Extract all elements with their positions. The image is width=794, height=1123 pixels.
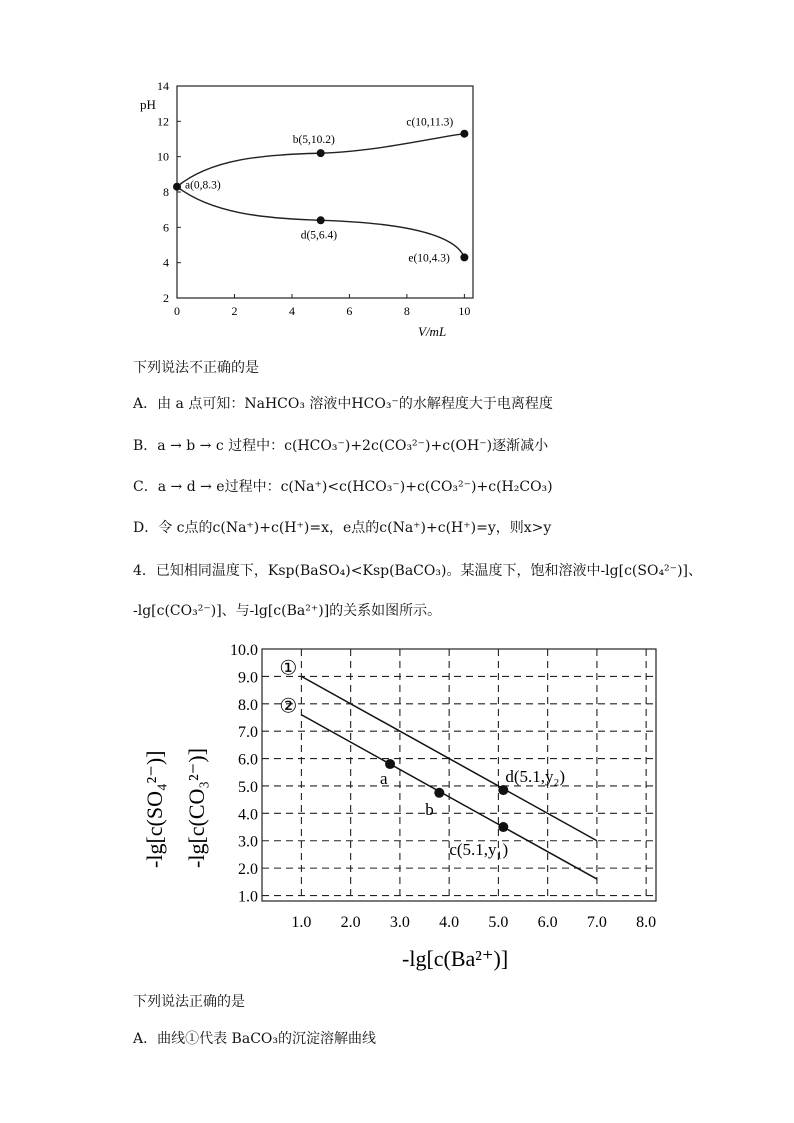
point-label-a: a(0,8.3) [185,179,221,192]
point-b [317,149,325,157]
x-tick-label: 2.0 [340,914,361,931]
q3-option-b: B．a → b → c 过程中：c(HCO₃⁻)+2c(CO₃²⁻)+c(OH⁻)逐渐减小 [133,438,549,454]
y-tick-label: 1.0 [238,888,258,906]
x-tick-label: 2 [231,304,238,318]
point-label-b: b(5,10.2) [292,134,335,147]
y-tick-label: 6 [163,220,169,235]
y-tick-label: 7.0 [238,724,258,742]
point-c [498,822,508,832]
y-tick-label: 12 [157,114,169,129]
point-a [173,183,181,191]
point-c [460,130,468,138]
x-tick-label: 8.0 [636,914,657,931]
ksp-figure [130,640,670,980]
point-label-b: b [425,799,434,819]
y-tick-label: 2.0 [238,861,258,879]
y-tick-label: 6.0 [238,751,258,769]
point-label-a: a [380,769,388,789]
y-axis-label: pH [140,97,156,112]
point-e [460,253,468,261]
x-tick-label: 1.0 [291,914,312,931]
x-axis-label: V/mL [418,324,447,339]
y-tick-label: 14 [157,79,169,93]
point-a [385,759,395,769]
q3-stem: 下列说法不正确的是 [133,360,259,376]
point-label-e: e(10,4.3) [408,252,450,265]
y-tick-label: 4.0 [238,806,258,824]
x-tick-label: 4.0 [439,914,460,931]
curve-label-2: ② [279,695,298,718]
curve-label-1: ① [279,657,298,680]
point-d [317,216,325,224]
q3-option-c: C．a → d → e过程中：c(Na⁺)<c(HCO₃⁻)+c(CO₃²⁻)+c(H₂CO₃) [133,479,553,495]
q4-stem-line2: -lg[c(CO₃²⁻)]、与-lg[c(Ba²⁺)]的关系如图所示。 [133,603,442,619]
x-tick-label: 6 [346,304,353,318]
x-tick-label: 5.0 [488,914,509,931]
point-label-d: d(5,6.4) [300,229,338,242]
y-label-co3: -lg[c(CO₃²⁻)] [184,748,209,868]
point-label-d: d(5.1,y₂) [505,767,566,787]
x-tick-label: 8 [403,304,410,318]
point-d [498,785,508,795]
y-tick-label: 4 [163,255,169,270]
x-tick-label: 3.0 [389,914,410,931]
point-label-c: c(5.1,y₁) [449,840,509,860]
q3-option-d: D．令 c点的c(Na⁺)+c(H⁺)=x，e点的c(Na⁺)+c(H⁺)=y，则x>y [133,520,552,536]
y-tick-label: 8.0 [238,696,258,714]
y-tick-label: 5.0 [238,778,258,796]
x-tick-label: 6.0 [537,914,558,931]
q4-stem-line1: 4．已知相同温度下，Ksp(BaSO₄)<Ksp(BaCO₃)。某温度下，饱和溶液中-lg[c(SO₄²⁻)]、 [133,563,702,579]
y-tick-label: 8 [163,185,169,199]
point-label-c: c(10,11.3) [406,116,454,129]
y-tick-label: 10 [157,149,169,164]
y-tick-label: 2 [163,291,169,305]
ph-volume-figure [130,78,500,348]
q4-option-a: A．曲线①代表 BaCO₃的沉淀溶解曲线 [133,1031,376,1047]
x-tick-label: 0 [174,304,180,318]
y-tick-label: 3.0 [238,833,258,851]
q4-stem2: 下列说法正确的是 [133,994,245,1010]
q3-option-a: A．由 a 点可知：NaHCO₃ 溶液中HCO₃⁻的水解程度大于电离程度 [133,396,553,412]
y-tick-label: 9.0 [238,669,258,687]
y-label-so4: -lg[c(SO₄²⁻)] [142,750,167,868]
x-tick-label: 10 [458,304,471,318]
x-tick-label: 7.0 [586,914,607,931]
x-label-ba: -lg[c(Ba²⁺)] [402,946,509,971]
point-b [434,788,444,798]
y-tick-label: 10.0 [230,642,258,659]
x-tick-label: 4 [288,304,295,318]
